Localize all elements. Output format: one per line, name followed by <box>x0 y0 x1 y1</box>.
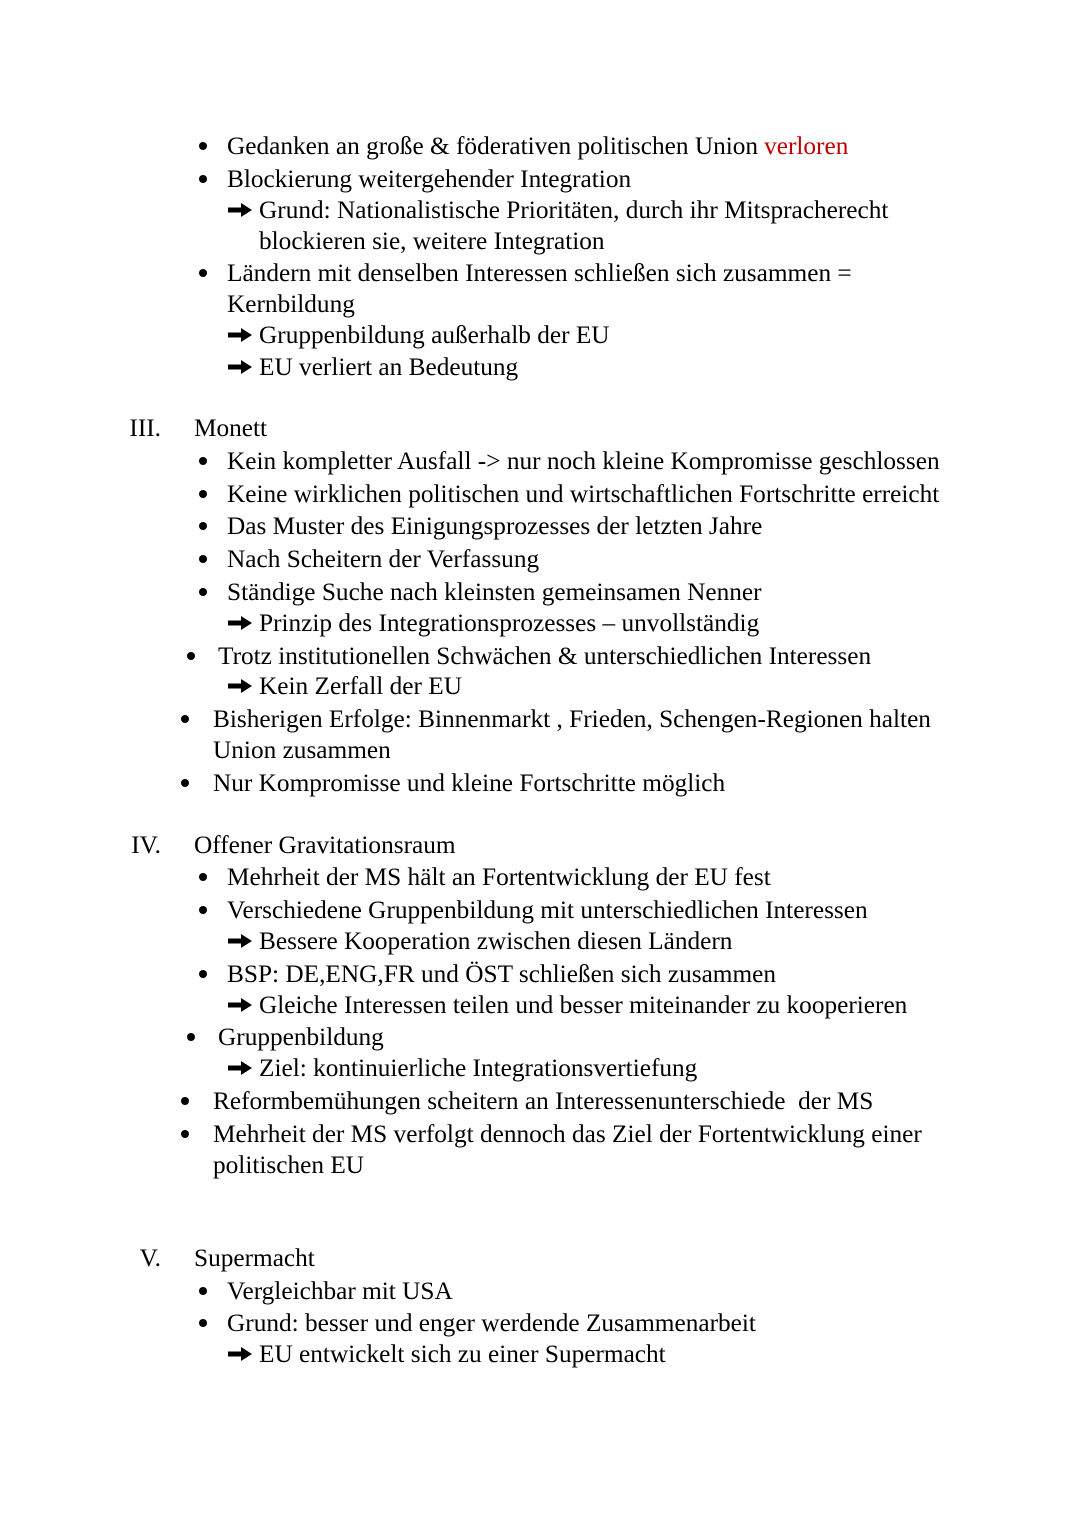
arrow-text: EU verliert an Bedeutung <box>259 353 519 381</box>
arrow-text: Gruppenbildung außerhalb der EU <box>259 321 610 349</box>
bullet-text: Grund: besser und enger werdende Zusammenarbeit <box>227 1309 756 1337</box>
bullet-text: politischen EU <box>213 1151 365 1179</box>
right-arrow-icon <box>228 997 252 1013</box>
bullet-text: Das Muster des Einigungsprozesses der letzten Jahre <box>227 512 763 540</box>
section-numeral: III. <box>129 414 161 442</box>
arrow-text: Grund: Nationalistische Prioritäten, durch ihr Mitspracherecht <box>259 196 889 224</box>
bullet-text: Trotz institutionellen Schwächen & unterschiedlichen Interessen <box>218 642 872 670</box>
bullet-dot-icon <box>199 1319 207 1327</box>
bullet-dot-icon <box>199 490 207 498</box>
bullet-text: Mehrheit der MS hält an Fortentwicklung der EU fest <box>227 863 771 891</box>
arrow-text: Gleiche Interessen teilen und besser miteinander zu kooperieren <box>259 991 908 1019</box>
right-arrow-icon <box>228 933 252 949</box>
bullet-dot-icon <box>187 652 195 660</box>
right-arrow-icon <box>228 1060 252 1076</box>
bullet-dot-icon <box>199 873 207 881</box>
bullet-text: Verschiedene Gruppenbildung mit unterschiedlichen Interessen <box>227 896 868 924</box>
bullet-dot-icon <box>181 715 189 723</box>
section-title: Offener Gravitationsraum <box>194 831 456 859</box>
bullet-dot-icon <box>199 522 207 530</box>
bullet-dot-icon <box>199 1287 207 1295</box>
right-arrow-icon <box>228 359 252 375</box>
bullet-dot-icon <box>181 1097 189 1105</box>
bullet-text: Mehrheit der MS verfolgt dennoch das Ziel der Fortentwicklung einer <box>213 1120 922 1148</box>
bullet-text-main: Gedanken an große & föderativen politischen Union <box>227 132 759 160</box>
right-arrow-icon <box>228 678 252 694</box>
bullet-text <box>227 131 848 161</box>
arrow-text: Ziel: kontinuierliche Integrationsvertiefung <box>259 1054 698 1082</box>
bullet-dot-icon <box>199 555 207 563</box>
arrow-text: Kein Zerfall der EU <box>259 672 462 700</box>
right-arrow-icon <box>228 327 252 343</box>
bullet-text: Gruppenbildung <box>218 1023 384 1051</box>
right-arrow-icon <box>228 1346 252 1362</box>
bullet-dot-icon <box>181 1130 189 1138</box>
bullet-dot-icon <box>199 970 207 978</box>
section-title: Supermacht <box>194 1244 315 1272</box>
bullet-text: Nach Scheitern der Verfassung <box>227 545 540 573</box>
highlight-text: verloren <box>764 132 849 160</box>
bullet-text: Kein kompletter Ausfall -> nur noch kleine Kompromisse geschlossen <box>227 447 940 475</box>
bullet-text: Bisherigen Erfolge: Binnenmarkt , Frieden, Schengen-Regionen halten <box>213 705 931 733</box>
bullet-text: Ständige Suche nach kleinsten gemeinsamen Nenner <box>227 578 762 606</box>
bullet-text: Ländern mit denselben Interessen schließen sich zusammen = <box>227 259 852 287</box>
arrow-text: Bessere Kooperation zwischen diesen Ländern <box>259 927 733 955</box>
section-numeral: IV. <box>131 831 161 859</box>
bullet-text: Nur Kompromisse und kleine Fortschritte möglich <box>213 769 726 797</box>
right-arrow-icon <box>228 615 252 631</box>
arrow-text: EU entwickelt sich zu einer Supermacht <box>259 1340 666 1368</box>
bullet-text: Reformbemühungen scheitern an Interessenunterschiede der MS <box>213 1087 874 1115</box>
section-numeral: V. <box>139 1244 161 1272</box>
bullet-dot-icon <box>199 269 207 277</box>
arrow-text: blockieren sie, weitere Integration <box>259 227 605 255</box>
bullet-dot-icon <box>199 588 207 596</box>
bullet-text: Blockierung weitergehender Integration <box>227 165 632 193</box>
arrow-text: Prinzip des Integrationsprozesses – unvollständig <box>259 609 760 637</box>
bullet-text: Kernbildung <box>227 290 355 318</box>
bullet-dot-icon <box>181 779 189 787</box>
bullet-text: Keine wirklichen politischen und wirtschaftlichen Fortschritte erreicht <box>227 480 940 508</box>
right-arrow-icon <box>228 202 252 218</box>
bullet-dot-icon <box>187 1033 195 1041</box>
section-title: Monett <box>194 414 268 442</box>
bullet-dot-icon <box>199 142 207 150</box>
bullet-dot-icon <box>199 457 207 465</box>
bullet-dot-icon <box>199 906 207 914</box>
bullet-text: BSP: DE,ENG,FR und ÖST schließen sich zusammen <box>227 960 777 988</box>
bullet-text: Vergleichbar mit USA <box>227 1277 453 1305</box>
bullet-dot-icon <box>199 175 207 183</box>
bullet-text: Union zusammen <box>213 736 391 764</box>
